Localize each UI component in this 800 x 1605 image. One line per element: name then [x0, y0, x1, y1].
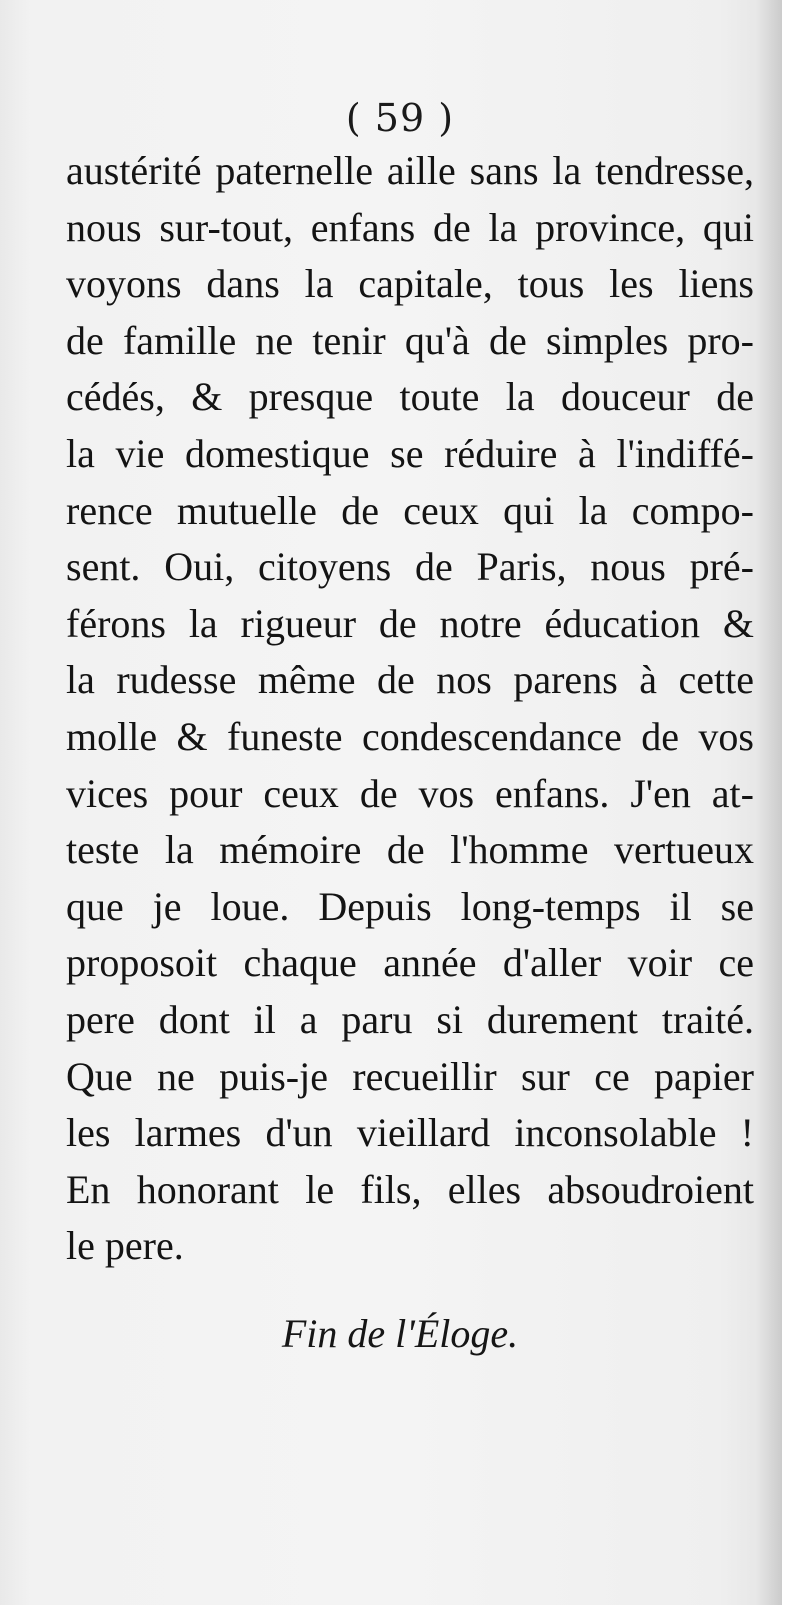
text-line: Que ne puis-je recueillir sur ce papier [66, 1053, 754, 1099]
text-line: molle & funeste condescendance de vos [66, 713, 754, 759]
colophon: Fin de l'Éloge. [281, 1311, 519, 1356]
text-line: sent. Oui, citoyens de Paris, nous pré- [66, 544, 754, 590]
text-line: férons la rigueur de notre éducation & [66, 600, 754, 646]
text-line: la vie domestique se réduire à l'indiffé- [66, 430, 754, 476]
text-line: de famille ne tenir qu'à de simples pro- [66, 317, 754, 363]
text-line: voyons dans la capitale, tous les liens [66, 261, 754, 307]
text-line: la rudesse même de nos parens à cette [66, 657, 754, 703]
text-line: En honorant le fils, elles absoudroient [66, 1166, 754, 1212]
text-line: proposoit chaque année d'aller voir ce [66, 940, 754, 986]
text-line: austérité paternelle aille sans la tendresse, [66, 148, 754, 193]
text-line: cédés, & presque toute la douceur de [66, 374, 754, 420]
text-line: teste la mémoire de l'homme vertueux [66, 827, 754, 873]
text-line: vices pour ceux de vos enfans. J'en at- [66, 770, 754, 816]
page-number: ( 59 ) [345, 96, 455, 140]
text-line-last: le pere. [66, 1223, 184, 1269]
text-line: que je loue. Depuis long-temps il se [66, 883, 754, 929]
body-text [66, 143, 754, 1275]
text-line: pere dont il a paru si durement traité. [66, 996, 754, 1042]
text-line: rence mutuelle de ceux qui la compo- [66, 487, 754, 533]
page-edge-shadow [756, 0, 782, 1605]
text-line: nous sur-tout, enfans de la province, qui [66, 204, 754, 250]
text-line: les larmes d'un vieillard inconsolable ! [66, 1110, 754, 1156]
